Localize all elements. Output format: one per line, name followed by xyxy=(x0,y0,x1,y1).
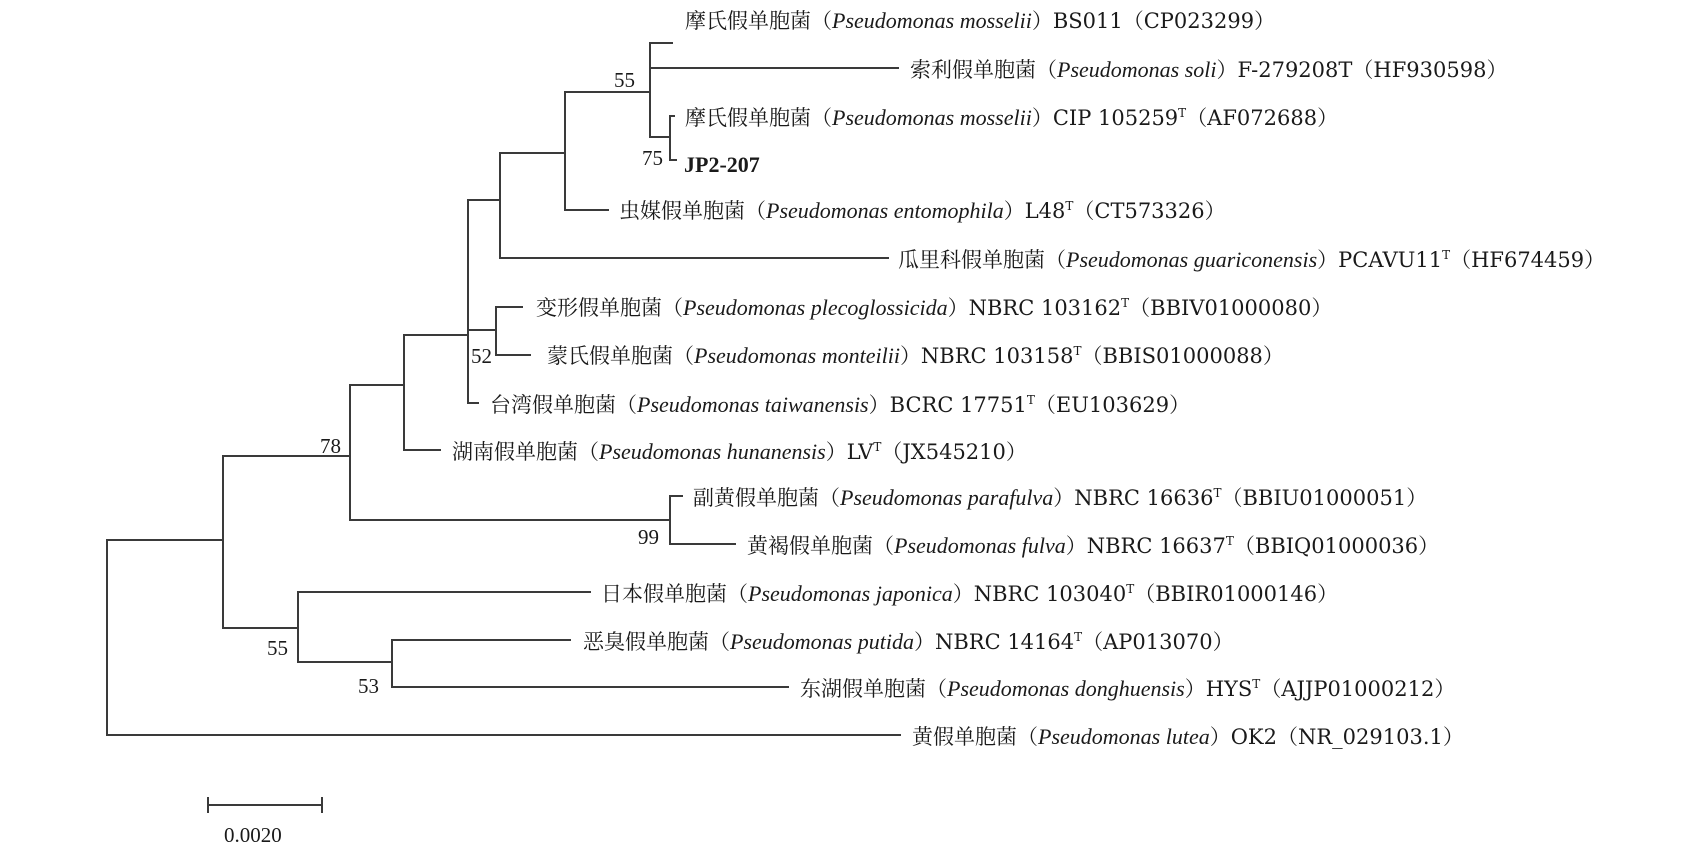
leaf-label-donghuensis: 东湖假单胞菌（Pseudomonas $donghuensis)HYS^T(AJJP01000212)$ xyxy=(800,676,1456,701)
leaf-label-mosselii-bs011: 摩氏假单胞菌（Pseudomonas mosselii）BS011（CP023299） xyxy=(685,8,1276,33)
bootstrap-japonica-group: 55 xyxy=(267,636,288,660)
leaf-label-mosselii-cip: 摩氏假单胞菌（Pseudomonas mosselii）CIP $105259^T(AF072688)$ xyxy=(685,105,1339,130)
scale-bar-label: 0.0020 xyxy=(224,823,282,847)
bootstrap-mosselii-clade: 55 xyxy=(614,68,635,92)
scale-bar xyxy=(208,797,322,847)
bootstrap-jp2-cip: 75 xyxy=(642,146,663,170)
leaf-label-putida: 恶臭假单胞菌（Pseudomonas putida）NBRC $14164^T(AP013070)$ xyxy=(583,629,1234,654)
leaf-label-plecoglossicida: 变形假单胞菌（Pseudomonas plecoglossicida）NBRC $103162^T(BBIV01000080)$ xyxy=(536,295,1333,320)
leaf-labels xyxy=(452,8,1605,749)
scale-bar-line xyxy=(208,797,322,813)
leaf-label-japonica: 日本假单胞菌（Pseudomonas japonica）NBRC $103040^T(BBIR01000146)$ xyxy=(601,581,1339,606)
bootstrap-main-putida-group: 78 xyxy=(320,434,341,458)
leaf-label-fulva: 黄褐假单胞菌（Pseudomonas fulva）NBRC $16637^T(BBIQ01000036)$ xyxy=(747,533,1440,558)
leaf-label-taiwanensis: 台湾假单胞菌（Pseudomonas taiwanensis）BCRC $17751^T(EU103629)$ xyxy=(490,392,1191,417)
bootstrap-plecoglossicida-monteilii: 52 xyxy=(471,344,492,368)
leaf-label-parafulva: 副黄假单胞菌（Pseudomonas parafulva）NBRC $16636^T(BBIU01000051)$ xyxy=(693,485,1428,510)
bootstrap-putida-donghuensis: 53 xyxy=(358,674,379,698)
leaf-label-jp2-207: JP2-207 xyxy=(684,152,760,177)
bootstrap-parafulva-fulva: 99 xyxy=(638,525,659,549)
leaf-label-monteilii: 蒙氏假单胞菌（Pseudomonas monteilii）NBRC $103158^T(BBIS01000088)$ xyxy=(547,343,1284,368)
leaf-label-guariconensis: 瓜里科假单胞菌（Pseudomonas $guariconensis)PCAVU11^T(HF674459)$ xyxy=(898,247,1606,272)
leaf-label-entomophila: 虫媒假单胞菌（Pseudomonas $entomophila)L48^T(CT573326)$ xyxy=(619,198,1226,223)
leaf-label-soli: 索利假单胞菌（Pseudomonas soli）F-279208T（HF930598） xyxy=(910,57,1508,82)
leaf-label-hunanensis: 湖南假单胞菌（Pseudomonas $hunanensis)LV^T(JX545210)$ xyxy=(452,439,1027,464)
leaf-label-lutea: 黄假单胞菌（Pseudomonas lutea）OK2（NR_029103.1） xyxy=(912,724,1464,749)
